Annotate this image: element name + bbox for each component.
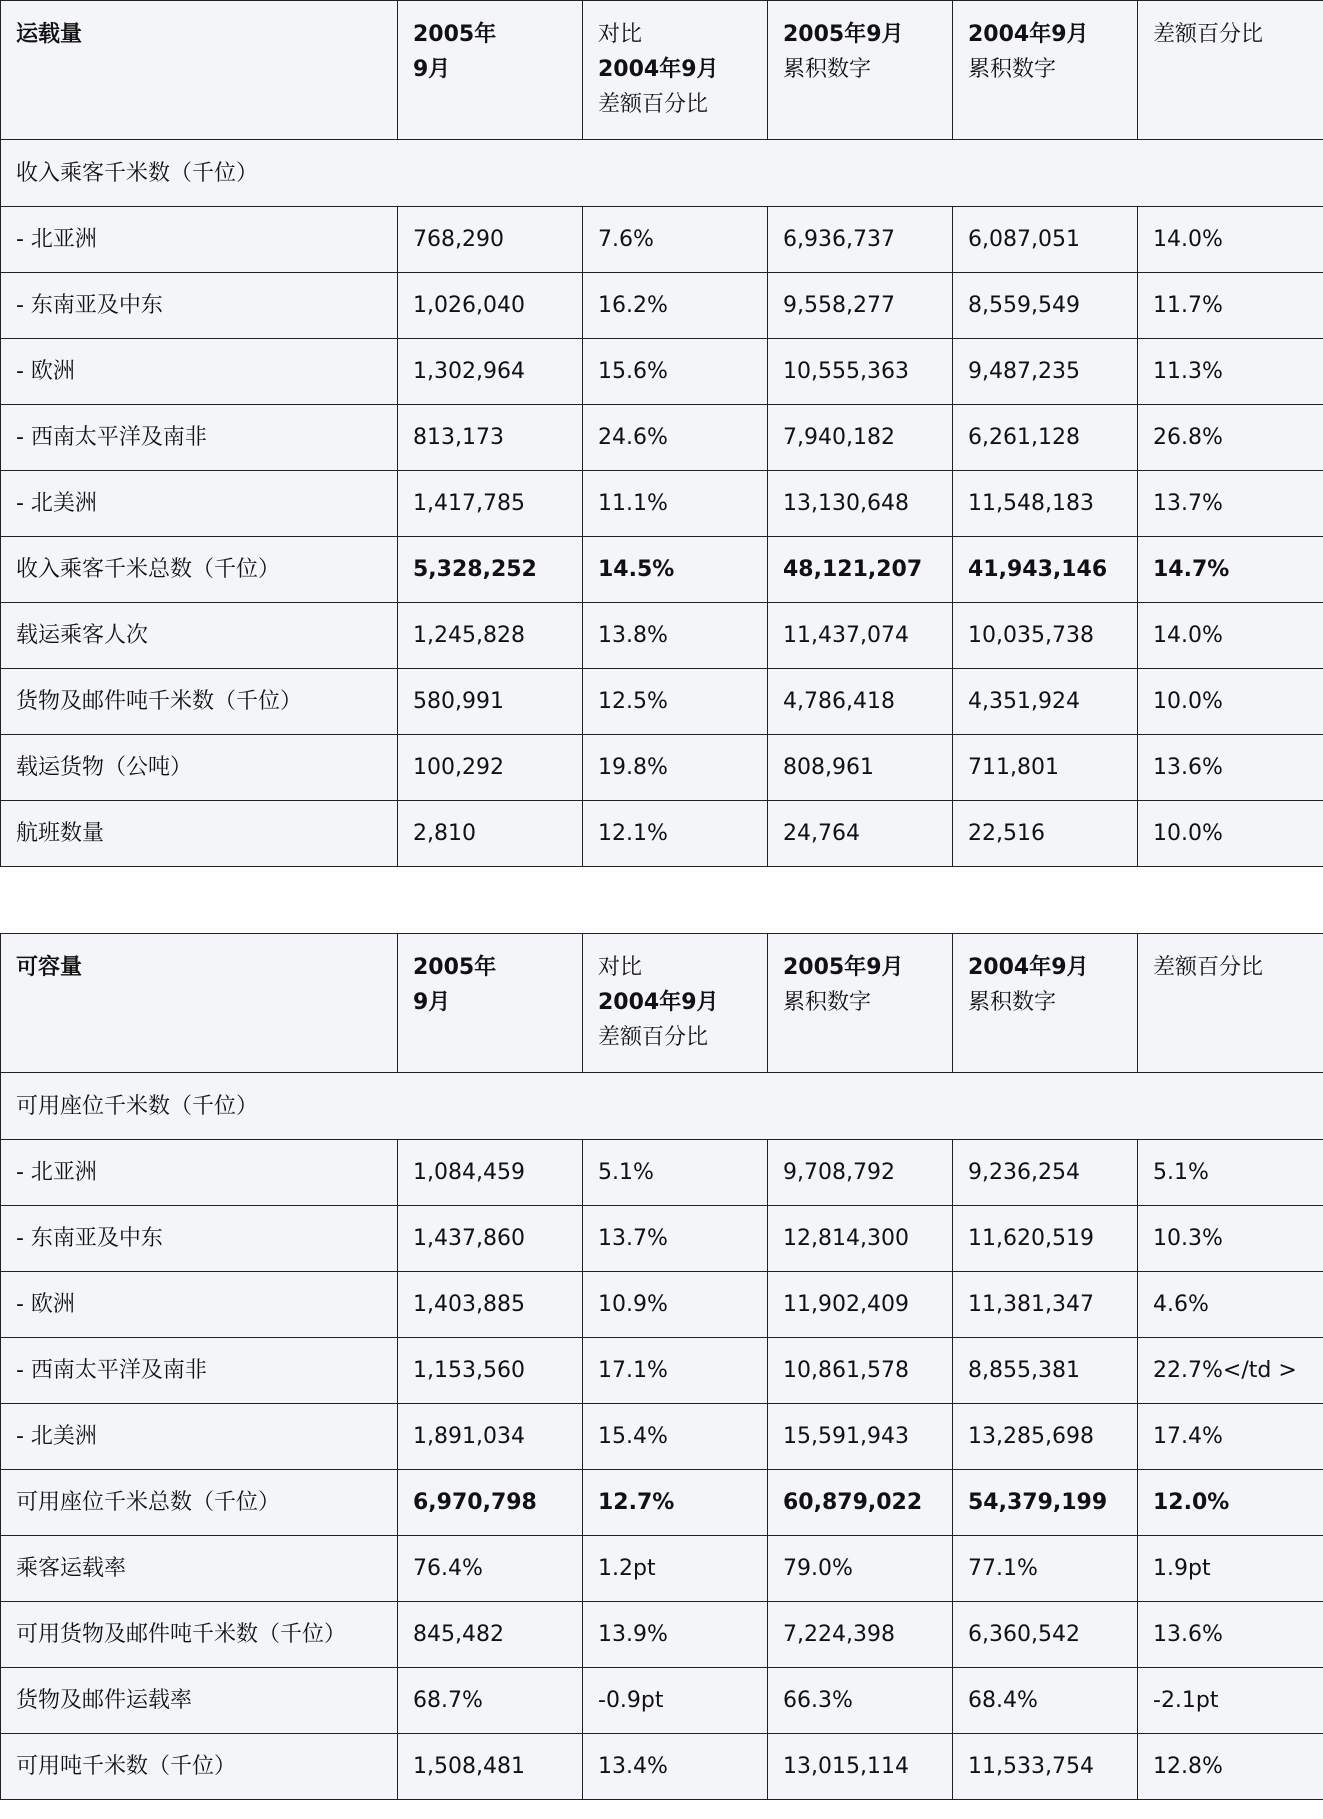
data-cell: 15.4% [583,1404,768,1470]
header-cell-ytd-2004 [953,1,1138,140]
data-cell: 22.7%</td > [1138,1338,1323,1404]
data-cell: 10,861,578 [768,1338,953,1404]
data-cell: 12,814,300 [768,1206,953,1272]
data-cell: 11.7% [1138,273,1323,339]
data-cell: 13.9% [583,1602,768,1668]
data-cell: 12.1% [583,801,768,867]
data-cell: 1,437,860 [398,1206,583,1272]
data-cell: 11,902,409 [768,1272,953,1338]
header-text: 对比 [598,955,643,980]
data-cell: 60,879,022 [768,1470,953,1536]
data-cell: -0.9pt [583,1668,768,1734]
data-cell: 68.7% [398,1668,583,1734]
data-cell: 10,035,738 [953,603,1138,669]
data-cell: 12.5% [583,669,768,735]
data-cell: 10.0% [1138,669,1323,735]
data-cell: 7,940,182 [768,405,953,471]
traffic-table [0,0,1323,867]
data-cell: 13.4% [583,1734,768,1800]
data-cell: 1,026,040 [398,273,583,339]
header-text: 2004年9月 [598,990,719,1015]
row-label: 可用货物及邮件吨千米数（千位） [1,1602,398,1668]
row-label: 收入乘客千米总数（千位） [1,537,398,603]
table-row [1,1206,1323,1272]
data-cell: 4,351,924 [953,669,1138,735]
table-row [1,1272,1323,1338]
table-row [1,1470,1323,1536]
table-row [1,1734,1323,1800]
data-cell: 19.8% [583,735,768,801]
data-cell: 9,708,792 [768,1140,953,1206]
data-cell: 15,591,943 [768,1404,953,1470]
header-cell-category [1,1,398,140]
data-cell: 15.6% [583,339,768,405]
data-cell: 48,121,207 [768,537,953,603]
capacity-header-row [1,934,1323,1073]
data-cell: 54,379,199 [953,1470,1138,1536]
data-cell: 1,417,785 [398,471,583,537]
data-cell: 77.1% [953,1536,1138,1602]
data-cell: 24,764 [768,801,953,867]
data-cell: 7,224,398 [768,1602,953,1668]
data-cell: 11.3% [1138,339,1323,405]
header-cell-month [398,1,583,140]
header-cell-yoy [583,1,768,140]
data-cell: 4,786,418 [768,669,953,735]
data-cell: 24.6% [583,405,768,471]
header-text: 差额百分比 [1153,22,1264,47]
data-cell: 13,130,648 [768,471,953,537]
table-row [1,1338,1323,1404]
table-row [1,1140,1323,1206]
table-row [1,207,1323,273]
data-cell: 10.9% [583,1272,768,1338]
data-cell: 580,991 [398,669,583,735]
header-text: 2004年9月 [968,955,1089,980]
row-label: - 东南亚及中东 [1,273,398,339]
data-cell: 1,891,034 [398,1404,583,1470]
header-text: 2004年9月 [968,22,1089,47]
table-row [1,669,1323,735]
header-text: 累积数字 [783,990,872,1015]
data-cell: 13.6% [1138,1602,1323,1668]
header-cell-diff [1138,934,1323,1073]
header-text: 差额百分比 [1153,955,1264,980]
data-cell: 14.0% [1138,603,1323,669]
row-label: - 东南亚及中东 [1,1206,398,1272]
header-cell-month [398,934,583,1073]
table-row [1,1668,1323,1734]
table-row [1,273,1323,339]
header-text: 对比 [598,22,643,47]
data-cell: 768,290 [398,207,583,273]
data-cell: 7.6% [583,207,768,273]
data-cell: 66.3% [768,1668,953,1734]
header-text: 2005年9月 [783,955,904,980]
table-row [1,735,1323,801]
data-cell: 11,620,519 [953,1206,1138,1272]
data-cell: 13.7% [583,1206,768,1272]
data-cell: 76.4% [398,1536,583,1602]
row-label: 可用座位千米总数（千位） [1,1470,398,1536]
data-cell: 11,381,347 [953,1272,1138,1338]
data-cell: 1,084,459 [398,1140,583,1206]
section-row [1,140,1323,207]
capacity-table [0,933,1323,1800]
section-row [1,1073,1323,1140]
traffic-body [1,207,1323,867]
row-label: 航班数量 [1,801,398,867]
header-text: 9月 [413,990,451,1015]
data-cell: 5.1% [1138,1140,1323,1206]
row-label: - 欧洲 [1,1272,398,1338]
section-label: 收入乘客千米数（千位） [1,140,1323,207]
table-spacer [0,867,1323,933]
data-cell: 14.7% [1138,537,1323,603]
header-cell-yoy [583,934,768,1073]
data-cell: 8,559,549 [953,273,1138,339]
data-cell: 6,936,737 [768,207,953,273]
data-cell: 12.7% [583,1470,768,1536]
header-text: 2005年 [413,22,497,47]
data-cell: 8,855,381 [953,1338,1138,1404]
row-label: 货物及邮件运载率 [1,1668,398,1734]
data-cell: 11.1% [583,471,768,537]
row-label: - 北美洲 [1,471,398,537]
data-cell: 11,548,183 [953,471,1138,537]
data-cell: 711,801 [953,735,1138,801]
data-cell: 5.1% [583,1140,768,1206]
data-cell: 17.1% [583,1338,768,1404]
data-cell: 13,015,114 [768,1734,953,1800]
header-cell-ytd-2005 [768,1,953,140]
data-cell: 6,261,128 [953,405,1138,471]
table-row [1,339,1323,405]
data-cell: 1,302,964 [398,339,583,405]
data-cell: 11,437,074 [768,603,953,669]
table-row [1,603,1323,669]
row-label: 载运货物（公吨） [1,735,398,801]
row-label: - 北亚洲 [1,207,398,273]
data-cell: 79.0% [768,1536,953,1602]
data-cell: 813,173 [398,405,583,471]
section-label: 可用座位千米数（千位） [1,1073,1323,1140]
header-text: 可容量 [16,955,83,980]
row-label: 货物及邮件吨千米数（千位） [1,669,398,735]
data-cell: 9,236,254 [953,1140,1138,1206]
data-cell: 1.2pt [583,1536,768,1602]
header-text: 运载量 [16,22,83,47]
data-cell: 845,482 [398,1602,583,1668]
data-cell: 2,810 [398,801,583,867]
data-cell: 22,516 [953,801,1138,867]
header-cell-ytd-2005 [768,934,953,1073]
data-cell: 10,555,363 [768,339,953,405]
data-cell: 808,961 [768,735,953,801]
data-cell: 12.8% [1138,1734,1323,1800]
table-row [1,1602,1323,1668]
table-row [1,471,1323,537]
table-row [1,1404,1323,1470]
data-cell: 17.4% [1138,1404,1323,1470]
data-cell: 14.0% [1138,207,1323,273]
data-cell: 13.8% [583,603,768,669]
table-row [1,1536,1323,1602]
data-cell: 4.6% [1138,1272,1323,1338]
data-cell: -2.1pt [1138,1668,1323,1734]
traffic-header-row [1,1,1323,140]
header-text: 累积数字 [968,990,1057,1015]
table-row [1,801,1323,867]
data-cell: 9,487,235 [953,339,1138,405]
table-row [1,537,1323,603]
row-label: - 西南太平洋及南非 [1,405,398,471]
row-label: 载运乘客人次 [1,603,398,669]
data-cell: 14.5% [583,537,768,603]
data-cell: 9,558,277 [768,273,953,339]
data-cell: 5,328,252 [398,537,583,603]
data-cell: 6,970,798 [398,1470,583,1536]
data-cell: 16.2% [583,273,768,339]
header-text: 累积数字 [968,57,1057,82]
data-cell: 10.0% [1138,801,1323,867]
capacity-body [1,1140,1323,1800]
data-cell: 1,508,481 [398,1734,583,1800]
row-label: - 西南太平洋及南非 [1,1338,398,1404]
data-cell: 12.0% [1138,1470,1323,1536]
data-cell: 10.3% [1138,1206,1323,1272]
data-cell: 1,403,885 [398,1272,583,1338]
row-label: 乘客运载率 [1,1536,398,1602]
data-cell: 26.8% [1138,405,1323,471]
data-cell: 6,360,542 [953,1602,1138,1668]
header-cell-category [1,934,398,1073]
data-cell: 6,087,051 [953,207,1138,273]
header-text: 2005年 [413,955,497,980]
data-cell: 1,153,560 [398,1338,583,1404]
header-cell-diff [1138,1,1323,140]
data-cell: 13.7% [1138,471,1323,537]
data-cell: 41,943,146 [953,537,1138,603]
row-label: - 北美洲 [1,1404,398,1470]
data-cell: 100,292 [398,735,583,801]
table-row [1,405,1323,471]
data-cell: 1.9pt [1138,1536,1323,1602]
header-text: 累积数字 [783,57,872,82]
data-cell: 13,285,698 [953,1404,1138,1470]
data-cell: 11,533,754 [953,1734,1138,1800]
header-text: 差额百分比 [598,92,709,117]
header-text: 差额百分比 [598,1025,709,1050]
header-text: 2004年9月 [598,57,719,82]
row-label: - 北亚洲 [1,1140,398,1206]
data-cell: 13.6% [1138,735,1323,801]
header-cell-ytd-2004 [953,934,1138,1073]
row-label: - 欧洲 [1,339,398,405]
header-text: 9月 [413,57,451,82]
row-label: 可用吨千米数（千位） [1,1734,398,1800]
data-cell: 1,245,828 [398,603,583,669]
header-text: 2005年9月 [783,22,904,47]
data-cell: 68.4% [953,1668,1138,1734]
